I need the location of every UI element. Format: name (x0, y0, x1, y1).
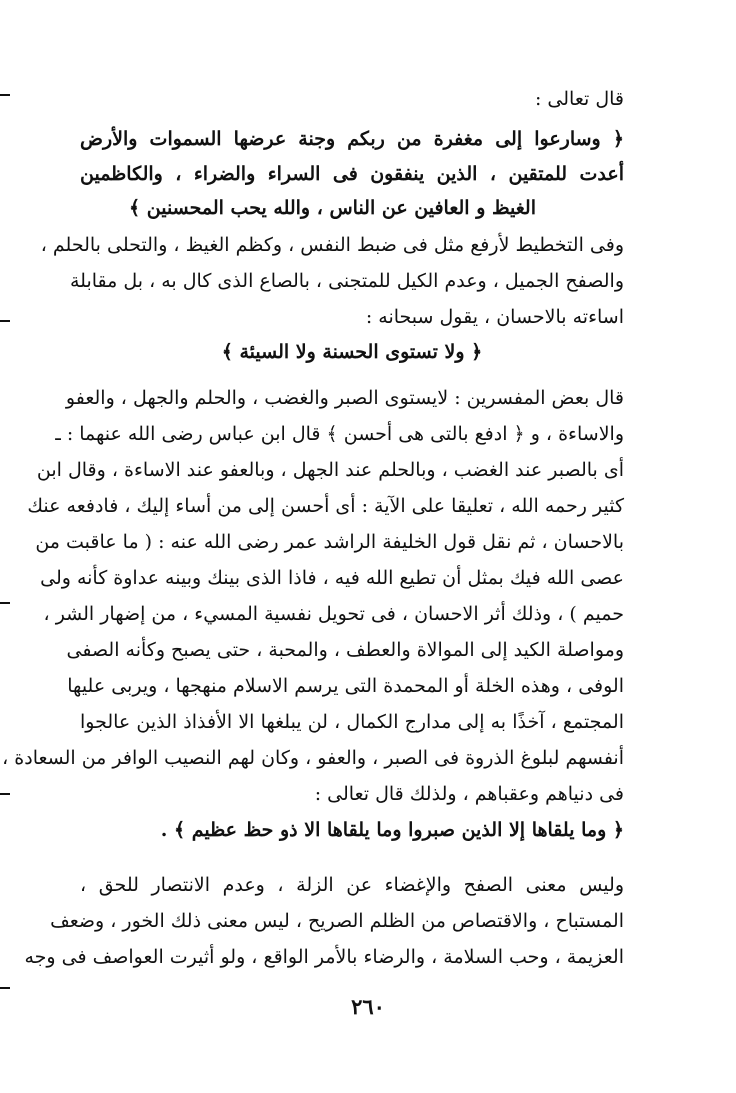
margin-mark (0, 320, 10, 322)
text-line: حميم ) ، وذلك أثر الاحسان ، فى تحويل نفسية المسيء ، من إضهار الشر ، (43, 603, 624, 625)
quran-verse-line: ﴿ وسارعوا إلى مغفرة من ربكم وجنة عرضها السموات والأرض (80, 128, 624, 150)
quran-verse-line: أعدت للمتقين ، الذين ينفقون فى السراء والضراء ، والكاظمين (80, 163, 624, 185)
text-line: والصفح الجميل ، وعدم الكيل للمتجنى ، بالصاع الذى كال به ، بل مقابلة (69, 270, 624, 292)
page-number: ٢٦٠ (351, 994, 385, 1019)
text-line: قال بعض المفسرين : لايستوى الصبر والغضب ، والحلم والجهل ، والعفو (65, 387, 624, 409)
text-line: العزيمة ، وحب السلامة ، والرضاء بالأمر الواقع ، ولو أثيرت العواصف فى وجه (24, 946, 624, 968)
text-line: وفى التخطيط لأرفع مثل فى ضبط النفس ، وكظم الغيظ ، والتحلى بالحلم ، (40, 234, 624, 256)
quran-verse-line: ﴿ وما يلقاها إلا الذين صبروا وما يلقاها الا ذو حظ عظيم ﴾ . (160, 819, 624, 841)
text-line: عصى الله فيك بمثل أن تطيع الله فيه ، فاذا الذى بينك وبينه عداوة كأنه ولى (40, 567, 624, 589)
text-line: المجتمع ، آخذًا به إلى مدارج الكمال ، لن يبلغها الا الأفذاذ الذين عالجوا (80, 711, 624, 733)
text-line: وليس معنى الصفح والإغضاء عن الزلة ، وعدم الانتصار للحق ، (80, 874, 624, 896)
text-line: المستباح ، والاقتصاص من الظلم الصريح ، ليس معنى ذلك الخور ، وضعف (50, 910, 624, 932)
text-line: أنفسهم لبلوغ الذروة فى الصبر ، والعفو ، وكان لهم النصيب الوافر من السعادة ، (2, 747, 624, 769)
margin-mark (0, 94, 10, 96)
text-line: اساءته بالاحسان ، يقول سبحانه : (365, 306, 624, 328)
margin-mark (0, 793, 10, 795)
text-line: ومواصلة الكيد إلى الموالاة والعطف ، والمحبة ، حتى يصبح وكأنه الصفى (66, 639, 624, 661)
margin-mark (0, 602, 10, 604)
quran-verse-line: ﴿ ولا تستوى الحسنة ولا السيئة ﴾ (221, 341, 483, 363)
text-line: الوفى ، وهذه الخلة أو المحمدة التى يرسم الاسلام منهجها ، ويربى عليها (67, 675, 624, 697)
text-line: والاساءة ، و ﴿ ادفع بالتى هى أحسن ﴾ قال ابن عباس رضى الله عنهما : ـ (55, 423, 624, 445)
text-line: فى دنياهم وعقباهم ، ولذلك قال تعالى : (314, 783, 624, 805)
text-line: بالاحسان ، ثم نقل قول الخليفة الراشد عمر رضى الله عنه : ( ما عاقبت من (35, 531, 624, 553)
text-line: كثير رحمه الله ، تعليقا على الآية : أى أحسن إلى من أساء إليك ، فادفعه عنك (27, 495, 624, 517)
margin-mark (0, 987, 10, 989)
text-line: أى بالصبر عند الغضب ، وبالحلم عند الجهل ، وبالعفو عند الاساءة ، وقال ابن (36, 459, 624, 481)
quran-verse-line: الغيظ و العافين عن الناس ، والله يحب المحسنين ﴾ (129, 197, 536, 219)
text-line: قال تعالى : (534, 88, 624, 110)
